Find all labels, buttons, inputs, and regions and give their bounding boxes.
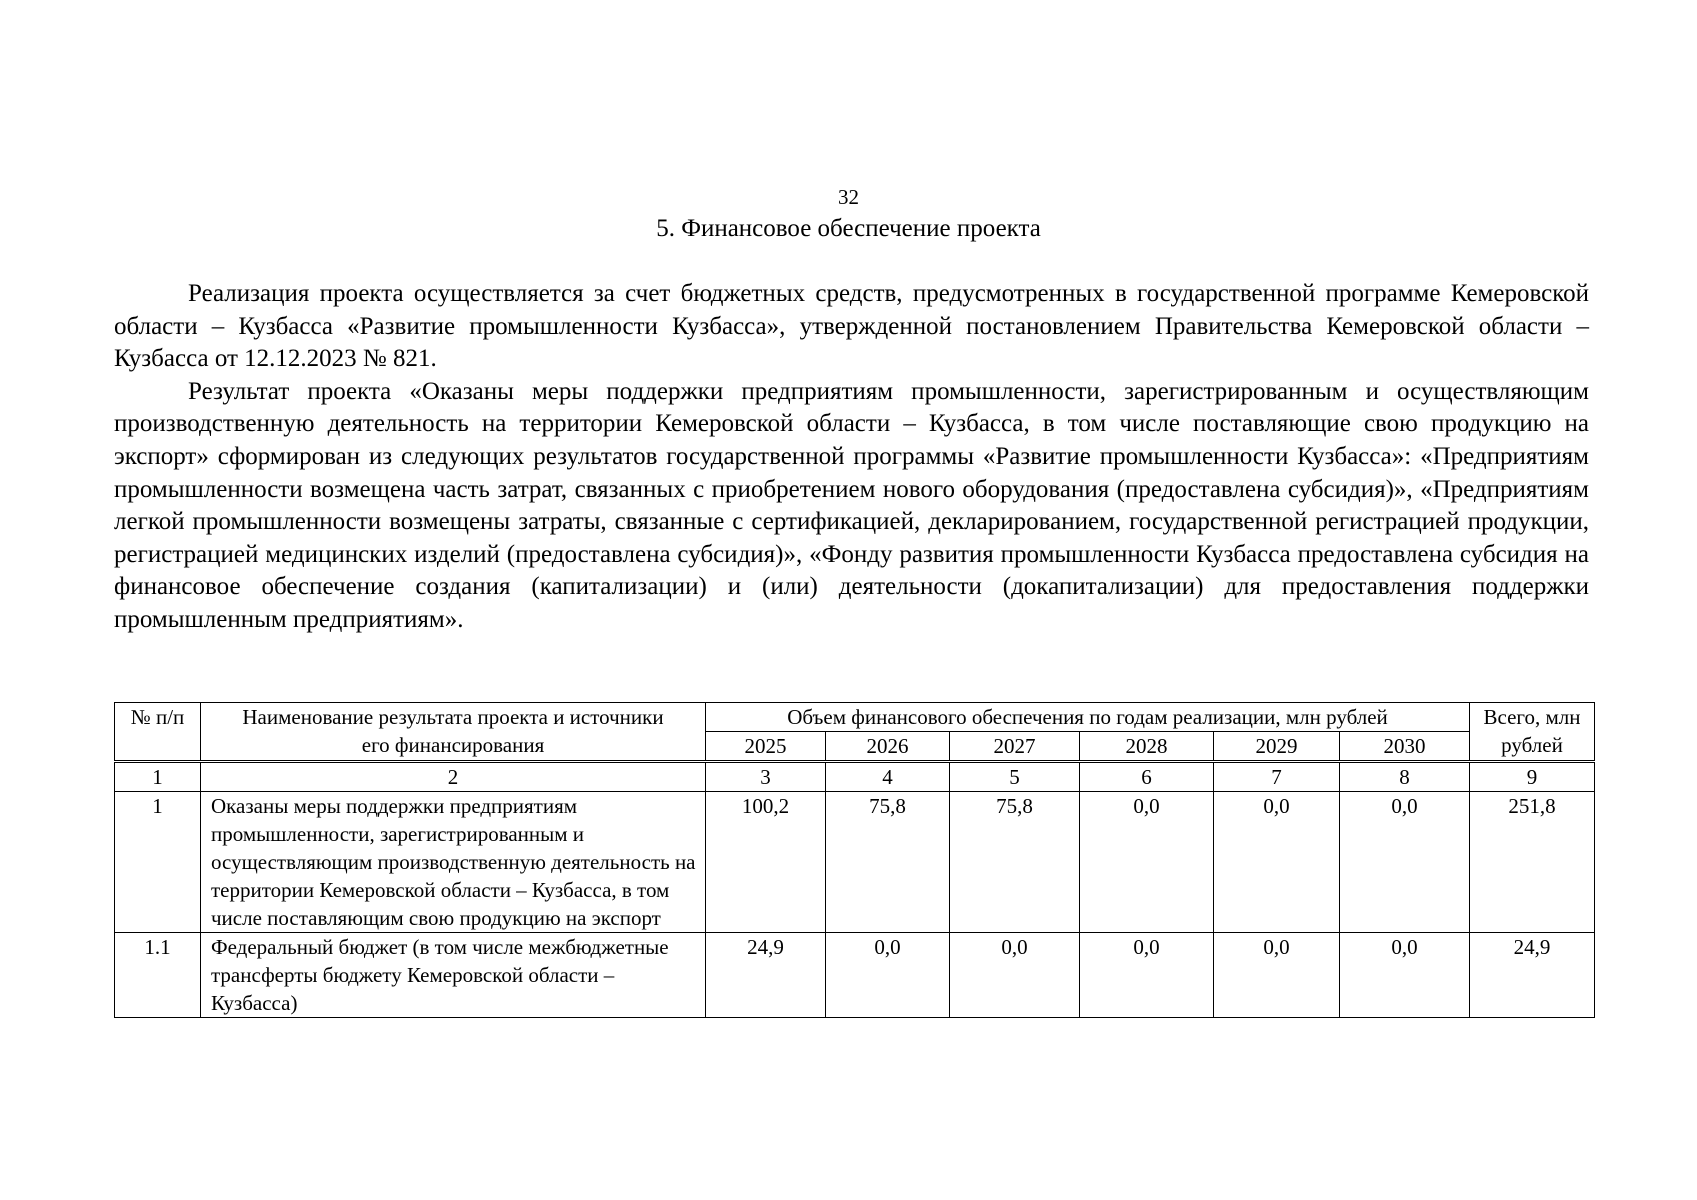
column-number: 8 — [1340, 762, 1470, 792]
column-number: 1 — [115, 762, 201, 792]
row-value-2027: 0,0 — [950, 933, 1080, 1018]
row-num: 1.1 — [115, 933, 201, 1018]
row-value-2025: 100,2 — [706, 792, 826, 933]
row-value-2026: 0,0 — [826, 933, 950, 1018]
row-value-2028: 0,0 — [1080, 933, 1214, 1018]
column-number: 2 — [201, 762, 706, 792]
row-value-2027: 75,8 — [950, 792, 1080, 933]
header-year-2030: 2030 — [1340, 732, 1470, 762]
table-row — [115, 933, 1595, 1018]
header-num: № п/п — [115, 703, 201, 762]
row-value-2025: 24,9 — [706, 933, 826, 1018]
column-number: 4 — [826, 762, 950, 792]
column-number: 6 — [1080, 762, 1214, 792]
header-volume: Объем финансового обеспечения по годам реализации, млн рублей — [706, 703, 1470, 732]
header-name: Наименование результата проекта и источники его финансирования — [201, 703, 706, 762]
table-row — [115, 792, 1595, 933]
paragraph-1: Реализация проекта осуществляется за счет бюджетных средств, предусмотренных в государственной программе Кемеровской области – Кузбасса «Развитие промышленности Кузбасса», утвержденной постановлением Правительства Кемеровской области – Кузбасса от 12.12.2023 № 821. — [114, 280, 1589, 373]
column-number-row — [115, 762, 1595, 792]
row-value-2026: 75,8 — [826, 792, 950, 933]
row-value-2030: 0,0 — [1340, 933, 1470, 1018]
financing-table — [114, 702, 1595, 1018]
row-value-2028: 0,0 — [1080, 792, 1214, 933]
section-title: 5. Финансовое обеспечение проекта — [656, 215, 1041, 242]
row-total: 251,8 — [1470, 792, 1595, 933]
column-number: 7 — [1214, 762, 1340, 792]
row-value-2029: 0,0 — [1214, 933, 1340, 1018]
row-value-2030: 0,0 — [1340, 792, 1470, 933]
header-year-2029: 2029 — [1214, 732, 1340, 762]
column-number: 3 — [706, 762, 826, 792]
row-name: Оказаны меры поддержки предприятиям промышленности, зарегистрированным и осуществляющим производственную деятельность на территории Кемеровской области – Кузбасса, в том числе поставляющим свою продукцию на экспорт — [201, 792, 706, 933]
row-value-2029: 0,0 — [1214, 792, 1340, 933]
header-year-2027: 2027 — [950, 732, 1080, 762]
row-num: 1 — [115, 792, 201, 933]
table-header-row-1 — [115, 703, 1595, 732]
row-total: 24,9 — [1470, 933, 1595, 1018]
body-text — [114, 278, 1589, 637]
page-number: 32 — [838, 185, 859, 209]
column-number: 5 — [950, 762, 1080, 792]
header-total: Всего, млн рублей — [1470, 703, 1595, 762]
row-name: Федеральный бюджет (в том числе межбюджетные трансферты бюджету Кемеровской области – Кузбасса) — [201, 933, 706, 1018]
header-year-2025: 2025 — [706, 732, 826, 762]
header-year-2028: 2028 — [1080, 732, 1214, 762]
column-number: 9 — [1470, 762, 1595, 792]
header-year-2026: 2026 — [826, 732, 950, 762]
paragraph-2: Результат проекта «Оказаны меры поддержки предприятиям промышленности, зарегистрированным и осуществляющим производственную деятельность на территории Кемеровской области – Кузбасса, в том числе поставляющие свою продукцию на экспорт» сформирован из следующих результатов государственной программы «Развитие промышленности Кузбасса»: «Предприятиям промышленности возмещена часть затрат, связанных с приобретением нового оборудования (предоставлена субсидия)», «Предприятиям легкой промышленности возмещены затраты, связанные с сертификацией, декларированием, государственной регистрацией продукции, регистрацией медицинских изделий (предоставлена субсидия)», «Фонду развития промышленности Кузбасса предоставлена субсидия на финансовое обеспечение создания (капитализации) и (или) деятельности (докапитализации) для предоставления поддержки промышленным предприятиям». — [114, 377, 1589, 633]
